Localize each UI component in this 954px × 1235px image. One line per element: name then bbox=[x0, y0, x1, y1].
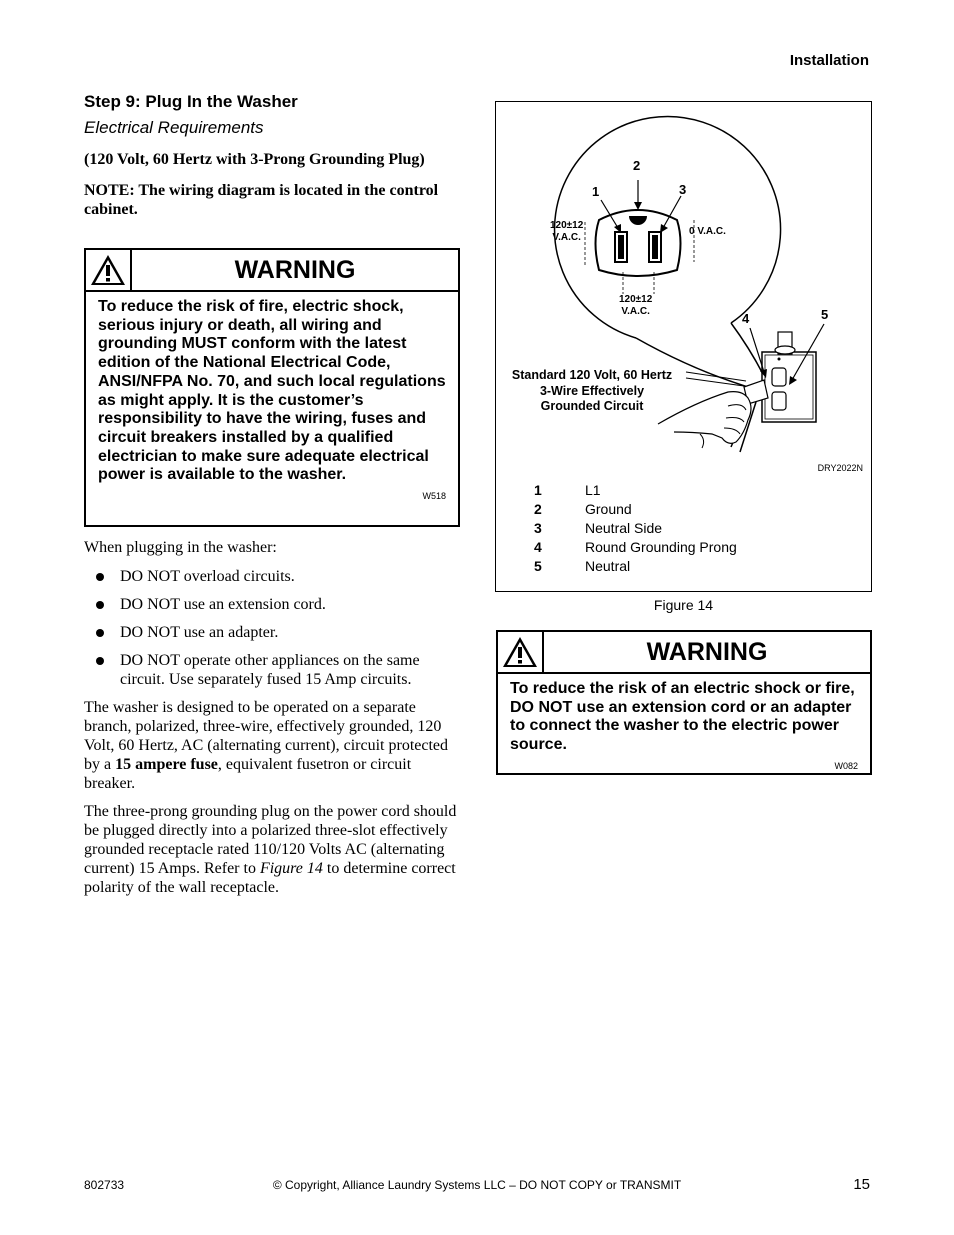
legend-row: 5 Neutral bbox=[534, 557, 631, 574]
electrical-spec: (120 Volt, 60 Hertz with 3-Prong Grounding Plug) bbox=[84, 151, 425, 168]
bullet-dot bbox=[96, 601, 104, 609]
step-subtitle: Electrical Requirements bbox=[84, 118, 264, 137]
figure-caption: Figure 14 bbox=[653, 597, 714, 613]
warning-body bbox=[498, 674, 870, 784]
bullet-item: DO NOT overload circuits. bbox=[84, 567, 460, 586]
callout-5: 5 bbox=[821, 307, 829, 322]
bullet-item: DO NOT use an adapter. bbox=[84, 623, 460, 642]
receptacle-diagram bbox=[496, 102, 871, 472]
plugging-section bbox=[84, 538, 460, 906]
figure-14-box bbox=[495, 101, 872, 592]
left-column bbox=[84, 92, 460, 231]
bullet-dot bbox=[96, 573, 104, 581]
bullet-dot bbox=[96, 657, 104, 665]
wiring-note: NOTE: The wiring diagram is located in the control cabinet. bbox=[84, 182, 439, 218]
warning-box-extension-cord bbox=[496, 630, 872, 775]
bullet-item: DO NOT use an extension cord. bbox=[84, 595, 460, 614]
warning-triangle-icon bbox=[90, 254, 126, 286]
warning-icon-cell bbox=[86, 250, 132, 290]
warning-title: WARNING bbox=[234, 255, 356, 284]
warning-text: To reduce the risk of fire, electric shock, serious injury or death, all wiring and grounding MUST conform with the latest edition of the National Electrical Code, ANSI/NFPA No. 70, and such local regulations as might apply. It is the customer’s responsibility to have the wiring, fuses and circuit breakers installed by a qualified electrician to make sure adequate electrical power is available to the washer. bbox=[98, 298, 446, 484]
warning-icon-cell bbox=[498, 632, 544, 672]
voltage-left: 120±12 V.A.C. bbox=[550, 220, 584, 243]
legend-row: 4 Round Grounding Prong bbox=[534, 538, 737, 555]
warning-title: WARNING bbox=[646, 637, 768, 666]
plugging-bullets bbox=[84, 567, 460, 689]
doc-number: 802733 bbox=[84, 1178, 125, 1192]
warning-body bbox=[86, 292, 458, 514]
figure-code: DRY2022N bbox=[817, 463, 863, 473]
warning-triangle-icon bbox=[502, 636, 538, 668]
callout-3: 3 bbox=[679, 182, 687, 197]
page-number: 15 bbox=[853, 1176, 870, 1193]
section-header: Installation bbox=[789, 52, 869, 69]
voltage-bottom: 120±12 V.A.C. bbox=[619, 294, 653, 317]
voltage-right: 0 V.A.C. bbox=[689, 226, 726, 237]
bullet-item: DO NOT operate other appliances on the same circuit. Use separately fused 15 Amp circuits. bbox=[84, 651, 460, 689]
warning-box-electrical bbox=[84, 248, 460, 527]
warning-text: To reduce the risk of an electric shock or fire, DO NOT use an extension cord or an adapter to connect the washer to the electric power source. bbox=[510, 680, 855, 754]
plugging-intro: When plugging in the washer: bbox=[84, 539, 277, 556]
bullet-dot bbox=[96, 629, 104, 637]
legend-row: 1 L1 bbox=[534, 481, 601, 498]
warning-code: W518 bbox=[422, 491, 446, 502]
callout-4: 4 bbox=[742, 311, 750, 326]
warning-header bbox=[86, 250, 458, 292]
callout-2: 2 bbox=[633, 158, 641, 173]
circuit-label: Standard 120 Volt, 60 Hertz 3-Wire Effectively Grounded Circuit bbox=[511, 368, 673, 413]
legend-row: 3 Neutral Side bbox=[534, 519, 663, 536]
warning-header bbox=[498, 632, 870, 674]
callout-1: 1 bbox=[592, 184, 600, 199]
circuit-paragraph: The washer is designed to be operated on a separate branch, polarized, three-wire, effectively grounded, 120 Volt, 60 Hertz, AC (alternating current), circuit protected by a 15 ampere fuse, equivalent fusetron or circuit breaker. bbox=[84, 699, 449, 792]
figure-legend bbox=[534, 480, 737, 575]
grounding-paragraph: The three-prong grounding plug on the power cord should be plugged directly into a polarized three-slot effectively grounded receptacle rated 110/120 Volts AC (alternating current) 15 Amps. Refer to Figure 14 to determine correct polarity of the wall receptacle. bbox=[84, 803, 457, 896]
copyright: © Copyright, Alliance Laundry Systems LLC – DO NOT COPY or TRANSMIT bbox=[272, 1178, 682, 1192]
step-title: Step 9: Plug In the Washer bbox=[84, 92, 298, 111]
warning-code: W082 bbox=[834, 760, 858, 771]
legend-row: 2 Ground bbox=[534, 500, 632, 517]
